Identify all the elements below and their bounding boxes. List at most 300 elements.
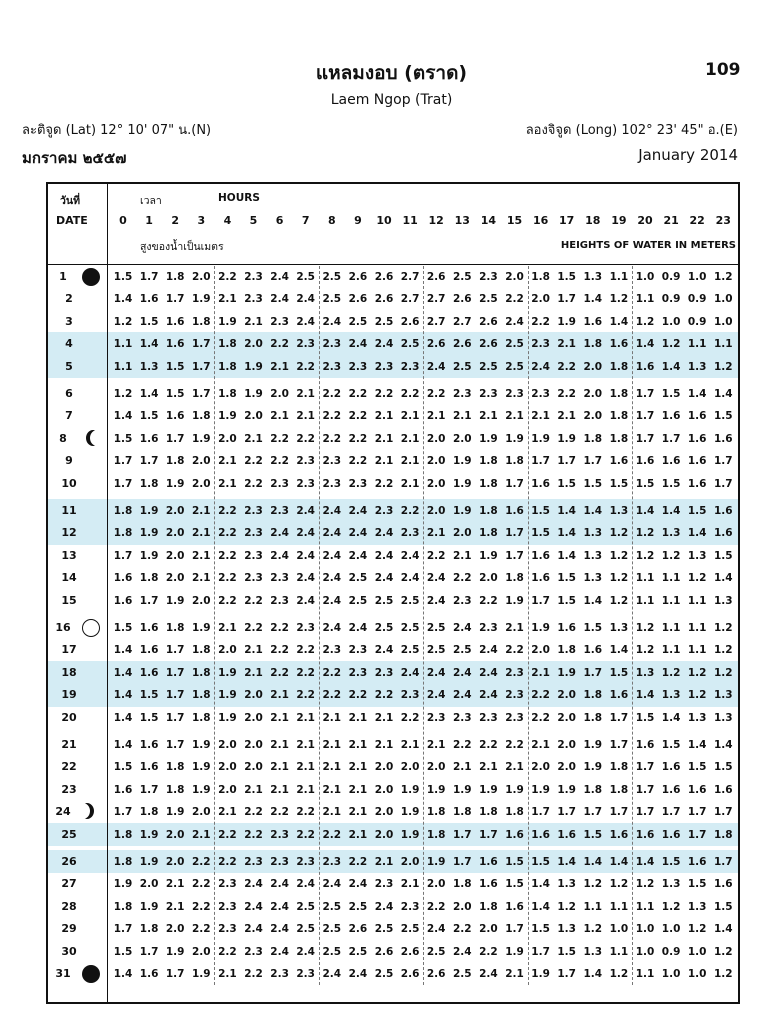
height-cell: 2.4 xyxy=(322,315,342,328)
page-number: 109 xyxy=(705,60,741,80)
table-row xyxy=(48,779,738,801)
height-cell: 2.1 xyxy=(270,711,289,724)
height-cell: 2.1 xyxy=(218,806,237,819)
height-cell: 2.2 xyxy=(426,388,446,400)
height-cell: 1.3 xyxy=(635,666,655,679)
height-cell: 2.3 xyxy=(270,505,289,517)
height-cell: 1.8 xyxy=(479,900,498,913)
height-cell: 1.3 xyxy=(687,549,707,562)
height-cell: 2.4 xyxy=(322,594,342,607)
height-cell: 2.0 xyxy=(191,945,211,958)
height-cell: 1.6 xyxy=(661,761,681,774)
height-cell: 1.4 xyxy=(113,293,133,306)
table-header xyxy=(48,184,738,265)
height-cell: 2.6 xyxy=(374,945,394,958)
height-cell: 2.2 xyxy=(322,666,342,679)
height-cell: 1.7 xyxy=(165,644,185,657)
height-cell: 2.0 xyxy=(244,338,263,351)
height-cell: 1.9 xyxy=(191,622,211,634)
height-cell: 2.1 xyxy=(296,783,315,796)
height-cell: 2.5 xyxy=(400,338,420,351)
height-cell: 1.4 xyxy=(635,689,655,702)
height-cell: 1.9 xyxy=(165,806,185,819)
table-row xyxy=(48,311,738,333)
height-cell: 1.8 xyxy=(505,572,524,585)
height-cell: 1.7 xyxy=(165,293,185,306)
height-cell: 2.1 xyxy=(270,761,289,774)
height-cell: 1.8 xyxy=(139,923,159,936)
height-cell: 2.0 xyxy=(165,572,185,585)
height-cell: 1.6 xyxy=(165,338,185,351)
height-cell: 2.4 xyxy=(426,666,446,679)
hour-header: 3 xyxy=(197,214,206,227)
date-cell: 7 xyxy=(65,409,73,423)
table-row xyxy=(48,707,738,729)
height-cell: 2.2 xyxy=(322,432,342,445)
date-cell: 5 xyxy=(65,359,73,373)
height-cell: 1.5 xyxy=(687,878,707,891)
height-cell: 2.1 xyxy=(374,455,394,468)
height-cell: 1.8 xyxy=(113,505,133,517)
height-cell: 1.7 xyxy=(713,806,733,819)
height-cell: 1.7 xyxy=(583,806,603,819)
height-cell: 2.4 xyxy=(374,549,394,562)
height-cell: 2.5 xyxy=(322,293,342,306)
height-cell: 1.4 xyxy=(113,689,133,702)
height-cell: 1.8 xyxy=(113,856,133,868)
height-cell: 1.8 xyxy=(165,761,185,774)
height-cell: 1.6 xyxy=(139,739,159,751)
height-cell: 1.8 xyxy=(583,689,603,702)
height-cell: 1.9 xyxy=(191,761,211,774)
height-cell: 1.1 xyxy=(635,968,655,980)
height-cell: 1.2 xyxy=(609,549,629,562)
height-cell: 2.1 xyxy=(244,666,263,679)
height-cell: 1.1 xyxy=(583,900,603,913)
height-cell: 1.2 xyxy=(583,923,603,936)
hour-header: 7 xyxy=(301,214,310,227)
height-cell: 1.8 xyxy=(165,783,185,796)
height-cell: 2.1 xyxy=(244,644,263,657)
height-cell: 2.1 xyxy=(557,338,576,351)
height-cell: 1.2 xyxy=(113,315,133,328)
height-cell: 2.5 xyxy=(348,900,368,913)
height-cell: 2.1 xyxy=(400,432,420,445)
height-cell: 1.2 xyxy=(609,878,629,891)
height-cell: 2.4 xyxy=(505,315,524,328)
height-cell: 1.1 xyxy=(635,594,655,607)
height-cell: 1.0 xyxy=(713,293,733,306)
height-cell: 2.0 xyxy=(218,761,237,774)
height-cell: 2.4 xyxy=(296,505,315,517)
height-cell: 1.4 xyxy=(713,739,733,751)
height-cell: 1.5 xyxy=(661,388,681,400)
height-cell: 2.0 xyxy=(374,761,394,774)
height-cell: 1.8 xyxy=(218,360,237,373)
height-cell: 2.3 xyxy=(270,828,289,841)
height-cell: 1.2 xyxy=(635,527,655,540)
waxing-moon-icon xyxy=(90,430,104,446)
height-cell: 1.4 xyxy=(713,388,733,400)
height-cell: 1.8 xyxy=(609,783,629,796)
height-cell: 2.2 xyxy=(452,923,472,936)
hour-header: 15 xyxy=(506,214,523,227)
height-cell: 2.1 xyxy=(400,477,420,490)
height-cell: 1.6 xyxy=(531,549,550,562)
height-cell: 2.4 xyxy=(296,594,315,607)
height-cell: 2.2 xyxy=(270,432,289,445)
height-cell: 2.0 xyxy=(426,455,446,468)
height-cell: 2.2 xyxy=(452,572,472,585)
height-cell: 2.4 xyxy=(244,878,263,891)
month-thai: มกราคม ๒๕๕๗ xyxy=(22,149,127,167)
height-cell: 1.9 xyxy=(165,477,185,490)
height-cell: 1.6 xyxy=(713,527,733,540)
height-cell: 1.4 xyxy=(583,856,603,868)
height-cell: 1.1 xyxy=(661,622,681,634)
height-cell: 1.2 xyxy=(635,622,655,634)
height-cell: 2.2 xyxy=(218,572,237,585)
height-cell: 0.9 xyxy=(661,271,681,283)
height-cell: 2.1 xyxy=(322,711,342,724)
height-cell: 2.4 xyxy=(244,923,263,936)
height-cell: 2.6 xyxy=(479,315,498,328)
height-cell: 2.6 xyxy=(348,271,368,283)
height-cell: 1.2 xyxy=(609,572,629,585)
height-cell: 2.5 xyxy=(505,360,524,373)
height-cell: 1.6 xyxy=(139,622,159,634)
hour-header: 23 xyxy=(715,214,731,227)
height-cell: 2.0 xyxy=(374,783,394,796)
hour-header: 8 xyxy=(327,214,336,227)
height-cell: 2.2 xyxy=(191,900,211,913)
height-cell: 1.5 xyxy=(113,271,133,283)
height-cell: 1.2 xyxy=(661,900,681,913)
height-cell: 2.2 xyxy=(452,739,472,751)
height-cell: 2.6 xyxy=(426,338,446,351)
hour-header: 1 xyxy=(145,214,153,227)
height-cell: 2.4 xyxy=(296,945,315,958)
height-cell: 2.3 xyxy=(374,505,394,517)
height-cell: 1.5 xyxy=(505,856,524,868)
height-cell: 1.8 xyxy=(479,477,498,490)
height-cell: 1.6 xyxy=(635,739,655,751)
height-cell: 1.7 xyxy=(661,806,681,819)
height-cell: 2.1 xyxy=(479,761,498,774)
height-cell: 2.3 xyxy=(348,477,368,490)
height-cell: 1.9 xyxy=(400,828,420,841)
height-cell: 2.5 xyxy=(374,622,394,634)
height-cell: 2.1 xyxy=(348,711,368,724)
height-cell: 1.5 xyxy=(713,410,733,423)
height-cell: 2.3 xyxy=(348,644,368,657)
height-cell: 2.2 xyxy=(296,644,315,657)
date-cell: 2 xyxy=(65,292,73,306)
height-cell: 1.7 xyxy=(191,360,211,373)
height-cell: 2.2 xyxy=(322,828,342,841)
height-cell: 1.7 xyxy=(113,477,133,490)
height-cell: 2.2 xyxy=(505,644,524,657)
height-cell: 2.1 xyxy=(296,739,315,751)
height-cell: 1.2 xyxy=(609,968,629,980)
height-cell: 2.0 xyxy=(270,388,289,400)
height-cell: 1.4 xyxy=(609,856,629,868)
height-cell: 1.4 xyxy=(531,878,550,891)
height-cell: 1.9 xyxy=(191,293,211,306)
height-cell: 1.9 xyxy=(426,783,446,796)
height-cell: 1.8 xyxy=(609,432,629,445)
height-cell: 1.6 xyxy=(687,432,707,445)
height-cell: 1.6 xyxy=(113,783,133,796)
hour-header: 19 xyxy=(611,214,627,227)
height-cell: 1.6 xyxy=(687,856,707,868)
height-cell: 2.1 xyxy=(452,549,472,562)
height-cell: 2.2 xyxy=(218,505,237,517)
hour-header: 9 xyxy=(354,214,362,227)
date-cell: 15 xyxy=(61,593,77,607)
height-cell: 2.1 xyxy=(400,455,420,468)
height-cell: 2.2 xyxy=(348,388,368,400)
height-cell: 1.8 xyxy=(531,271,550,283)
height-cell: 2.2 xyxy=(191,923,211,936)
height-cell: 2.5 xyxy=(374,315,394,328)
height-cell: 1.8 xyxy=(479,455,498,468)
height-cell: 1.9 xyxy=(218,315,237,328)
height-cell: 1.2 xyxy=(713,271,733,283)
height-cell: 1.4 xyxy=(113,666,133,679)
height-cell: 1.8 xyxy=(505,455,524,468)
height-cell: 2.2 xyxy=(322,689,342,702)
height-cell: 2.0 xyxy=(218,739,237,751)
hour-header: 21 xyxy=(663,214,679,227)
height-cell: 1.4 xyxy=(687,739,707,751)
height-cell: 2.0 xyxy=(557,761,576,774)
height-cell: 1.7 xyxy=(113,806,133,819)
height-cell: 1.8 xyxy=(113,828,133,841)
height-cell: 1.2 xyxy=(113,388,133,400)
height-cell: 2.0 xyxy=(426,505,446,517)
height-cell: 1.3 xyxy=(687,900,707,913)
height-cell: 1.2 xyxy=(687,666,707,679)
height-cell: 2.4 xyxy=(374,900,394,913)
height-cell: 2.3 xyxy=(296,968,315,980)
height-cell: 2.2 xyxy=(322,410,342,423)
height-cell: 1.6 xyxy=(139,666,159,679)
height-cell: 2.2 xyxy=(374,689,394,702)
height-cell: 2.4 xyxy=(322,572,342,585)
height-cell: 1.6 xyxy=(165,410,185,423)
height-cell: 2.1 xyxy=(348,783,368,796)
date-cell: 21 xyxy=(61,738,77,751)
height-cell: 2.3 xyxy=(322,477,342,490)
height-cell: 2.1 xyxy=(270,783,289,796)
height-cell: 2.1 xyxy=(165,878,185,891)
table-row xyxy=(48,734,738,756)
height-cell: 1.1 xyxy=(635,572,655,585)
table-row xyxy=(48,473,738,495)
height-cell: 2.3 xyxy=(479,388,498,400)
height-cell: 2.4 xyxy=(348,549,368,562)
height-cell: 2.3 xyxy=(348,666,368,679)
height-cell: 2.0 xyxy=(557,689,576,702)
height-cell: 2.0 xyxy=(165,505,185,517)
height-cell: 2.7 xyxy=(426,293,446,306)
height-cell: 2.4 xyxy=(348,505,368,517)
table-row xyxy=(48,756,738,778)
height-cell: 2.5 xyxy=(348,572,368,585)
height-cell: 2.2 xyxy=(426,900,446,913)
height-cell: 2.1 xyxy=(452,410,472,423)
date-cell: 4 xyxy=(65,337,73,351)
height-cell: 1.7 xyxy=(452,856,472,868)
height-cell: 1.2 xyxy=(713,360,733,373)
height-cell: 1.5 xyxy=(661,856,681,868)
hour-header: 22 xyxy=(689,214,705,227)
height-cell: 2.2 xyxy=(296,828,315,841)
height-cell: 1.8 xyxy=(452,878,472,891)
height-cell: 2.0 xyxy=(557,711,576,724)
height-cell: 2.4 xyxy=(400,666,420,679)
height-cell: 1.7 xyxy=(609,711,629,724)
height-cell: 2.5 xyxy=(374,594,394,607)
table-row xyxy=(48,801,738,823)
height-cell: 1.8 xyxy=(113,527,133,540)
height-cell: 2.0 xyxy=(165,527,185,540)
date-cell: 27 xyxy=(61,877,77,891)
height-cell: 2.1 xyxy=(348,806,368,819)
height-cell: 2.2 xyxy=(322,388,342,400)
height-cell: 1.7 xyxy=(113,923,133,936)
date-cell: 19 xyxy=(61,688,77,702)
height-cell: 1.6 xyxy=(713,505,733,517)
height-cell: 2.3 xyxy=(374,878,394,891)
height-cell: 2.2 xyxy=(348,455,368,468)
height-cell: 1.5 xyxy=(557,572,576,585)
height-cell: 2.2 xyxy=(479,739,498,751)
hour-header: 2 xyxy=(171,214,180,227)
height-cell: 1.3 xyxy=(583,271,603,283)
height-cell: 0.9 xyxy=(687,315,707,328)
date-cell: 20 xyxy=(61,710,77,724)
height-cell: 1.9 xyxy=(139,505,159,517)
hour-header: 5 xyxy=(249,214,258,227)
height-cell: 1.6 xyxy=(687,410,707,423)
height-cell: 1.7 xyxy=(531,806,550,819)
height-cell: 2.0 xyxy=(374,828,394,841)
height-cell: 1.8 xyxy=(113,900,133,913)
height-cell: 1.9 xyxy=(531,783,550,796)
height-cell: 1.3 xyxy=(661,527,681,540)
height-cell: 1.8 xyxy=(609,761,629,774)
height-cell: 2.1 xyxy=(296,410,315,423)
height-cell: 2.2 xyxy=(218,271,237,283)
height-cell: 1.3 xyxy=(557,878,576,891)
height-cell: 2.0 xyxy=(452,527,472,540)
height-cell: 1.6 xyxy=(713,432,733,445)
height-cell: 1.7 xyxy=(139,783,159,796)
height-cell: 1.6 xyxy=(479,878,498,891)
height-cell: 1.7 xyxy=(139,594,159,607)
height-cell: 1.2 xyxy=(635,878,655,891)
height-cell: 2.1 xyxy=(322,783,342,796)
height-cell: 1.6 xyxy=(139,761,159,774)
height-cell: 1.1 xyxy=(609,271,629,283)
height-cell: 2.0 xyxy=(426,432,446,445)
height-cell: 1.4 xyxy=(113,644,133,657)
height-cell: 1.7 xyxy=(583,455,603,468)
height-cell: 1.7 xyxy=(479,828,498,841)
height-cell: 2.5 xyxy=(296,923,315,936)
height-cell: 1.5 xyxy=(557,594,576,607)
table-row xyxy=(48,963,738,985)
height-cell: 2.4 xyxy=(322,968,342,980)
height-cell: 1.8 xyxy=(426,828,446,841)
height-cell: 1.6 xyxy=(505,828,524,841)
height-cell: 2.4 xyxy=(322,878,342,891)
height-cell: 1.1 xyxy=(687,594,707,607)
height-cell: 1.9 xyxy=(583,739,603,751)
height-cell: 0.9 xyxy=(687,293,707,306)
height-cell: 1.3 xyxy=(139,360,159,373)
height-cell: 2.1 xyxy=(296,388,315,400)
height-cell: 1.8 xyxy=(191,689,211,702)
height-cell: 2.3 xyxy=(322,455,342,468)
height-cell: 2.3 xyxy=(531,388,550,400)
height-cell: 2.0 xyxy=(531,761,550,774)
height-cell: 1.6 xyxy=(139,432,159,445)
height-cell: 2.4 xyxy=(270,527,289,540)
height-cell: 2.0 xyxy=(191,477,211,490)
height-cell: 1.1 xyxy=(687,622,707,634)
height-cell: 1.2 xyxy=(687,572,707,585)
height-cell: 2.1 xyxy=(218,968,237,980)
height-cell: 2.3 xyxy=(244,293,263,306)
height-cell: 2.1 xyxy=(400,739,420,751)
table-row xyxy=(48,567,738,589)
height-cell: 1.9 xyxy=(191,783,211,796)
height-cell: 1.7 xyxy=(635,432,655,445)
height-cell: 1.2 xyxy=(713,666,733,679)
height-cell: 2.3 xyxy=(270,572,289,585)
height-cell: 1.5 xyxy=(531,923,550,936)
height-cell: 1.1 xyxy=(113,360,133,373)
height-cell: 1.4 xyxy=(609,644,629,657)
height-cell: 1.4 xyxy=(113,739,133,751)
height-cell: 2.4 xyxy=(322,527,342,540)
height-cell: 2.4 xyxy=(400,572,420,585)
height-cell: 2.6 xyxy=(348,923,368,936)
height-cell: 2.7 xyxy=(400,293,420,306)
height-cell: 2.2 xyxy=(270,666,289,679)
date-cell: 12 xyxy=(61,526,77,540)
height-cell: 1.8 xyxy=(165,271,185,283)
height-cell: 2.5 xyxy=(452,271,472,283)
height-cell: 1.3 xyxy=(713,594,733,607)
height-cell: 1.9 xyxy=(583,761,603,774)
height-cell: 2.1 xyxy=(244,432,263,445)
height-cell: 1.4 xyxy=(113,968,133,980)
height-cell: 1.2 xyxy=(661,549,681,562)
height-cell: 1.3 xyxy=(583,527,603,540)
height-cell: 1.9 xyxy=(531,622,550,634)
height-cell: 1.8 xyxy=(191,315,211,328)
date-cell: 23 xyxy=(61,782,77,796)
height-cell: 2.0 xyxy=(244,711,263,724)
height-cell: 1.4 xyxy=(661,505,681,517)
new-moon-icon xyxy=(82,965,100,983)
height-cell: 1.2 xyxy=(609,293,629,306)
height-cell: 2.2 xyxy=(270,338,289,351)
